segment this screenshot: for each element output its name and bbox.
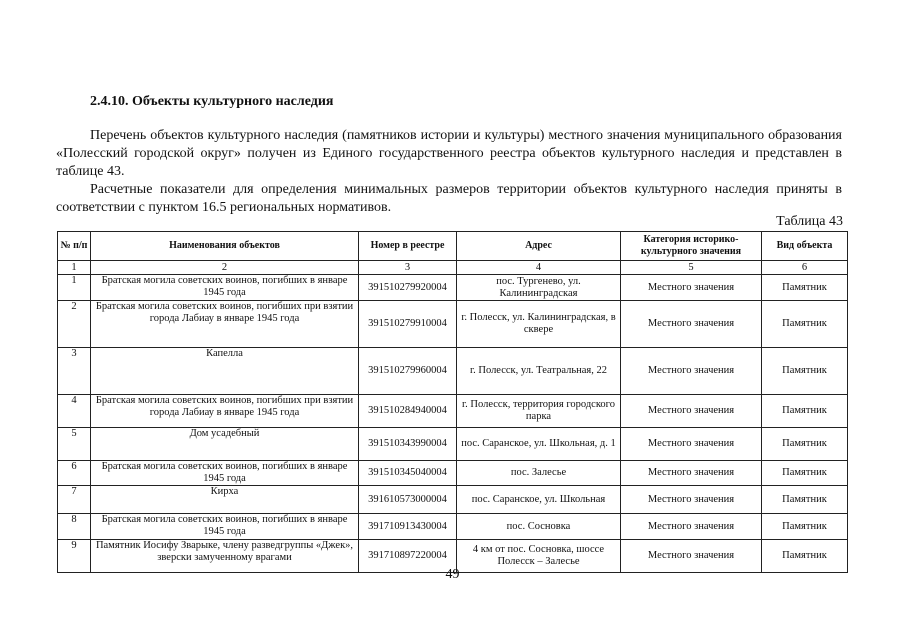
object-name: Памятник Иосифу Зварыке, члену разведгруппы «Джек», зверски замученному врагами [91,540,359,573]
header-kind: Вид объекта [762,232,848,261]
address: пос. Саранское, ул. Школьная, д. 1 [457,428,621,461]
row-number: 9 [58,540,91,573]
address: пос. Залесье [457,461,621,486]
object-name: Капелла [91,348,359,395]
object-name: Братская могила советских воинов, погибших в январе 1945 года [91,461,359,486]
table-header-row [58,232,848,261]
row-number: 3 [58,348,91,395]
address: пос. Тургенево, ул. Калининградская [457,275,621,301]
address: г. Полесск, территория городского парка [457,395,621,428]
header-category: Категория историко-культурного значения [621,232,762,261]
registry-number: 391510279960004 [359,348,457,395]
table-row [58,514,848,540]
table-row [58,461,848,486]
table-caption: Таблица 43 [776,214,843,229]
index-cell: 6 [762,261,848,275]
object-kind: Памятник [762,428,848,461]
column-index-row [58,261,848,275]
header-name: Наименования объектов [91,232,359,261]
category: Местного значения [621,395,762,428]
object-kind: Памятник [762,301,848,348]
table-row [58,395,848,428]
row-number: 7 [58,486,91,514]
heritage-table [57,231,848,573]
header-registry: Номер в реестре [359,232,457,261]
registry-number: 391510279910004 [359,301,457,348]
address: г. Полесск, ул. Калининградская, в сквере [457,301,621,348]
row-number: 8 [58,514,91,540]
object-kind: Памятник [762,461,848,486]
header-num: № п/п [58,232,91,261]
object-kind: Памятник [762,486,848,514]
paragraph-2: Расчетные показатели для определения минимальных размеров территории объектов культурного наследия приняты в соответствии с пунктом 16.5 региональных нормативов. [56,182,842,215]
address: 4 км от пос. Сосновка, шоссе Полесск – Залесье [457,540,621,573]
object-kind: Памятник [762,514,848,540]
page-number: 49 [445,567,460,582]
table-row [58,275,848,301]
object-kind: Памятник [762,395,848,428]
category: Местного значения [621,301,762,348]
address: пос. Саранское, ул. Школьная [457,486,621,514]
index-cell: 4 [457,261,621,275]
row-number: 1 [58,275,91,301]
address: пос. Сосновка [457,514,621,540]
row-number: 5 [58,428,91,461]
registry-number: 391710897220004 [359,540,457,573]
object-name: Дом усадебный [91,428,359,461]
category: Местного значения [621,540,762,573]
row-number: 6 [58,461,91,486]
table-row [58,486,848,514]
object-name: Братская могила советских воинов, погибших в январе 1945 года [91,275,359,301]
registry-number: 391510343990004 [359,428,457,461]
table-row [58,428,848,461]
address: г. Полесск, ул. Театральная, 22 [457,348,621,395]
category: Местного значения [621,461,762,486]
category: Местного значения [621,348,762,395]
registry-number: 391510284940004 [359,395,457,428]
index-cell: 5 [621,261,762,275]
object-name: Братская могила советских воинов, погибших при взятии города Лабиау в январе 1945 года [91,395,359,428]
paragraph-1: Перечень объектов культурного наследия (памятников истории и культуры) местного значения муниципального образования «Полесский городской округ» получен из Единого государственного реестра объектов культурного наследия и представлен в таблице 43. [56,128,842,179]
category: Местного значения [621,514,762,540]
table-row [58,348,848,395]
category: Местного значения [621,486,762,514]
object-kind: Памятник [762,348,848,395]
index-cell: 2 [91,261,359,275]
object-kind: Памятник [762,540,848,573]
table-row [58,301,848,348]
registry-number: 391510345040004 [359,461,457,486]
object-name: Братская могила советских воинов, погибших при взятии города Лабиау в январе 1945 года [91,301,359,348]
category: Местного значения [621,275,762,301]
index-cell: 3 [359,261,457,275]
section-title: 2.4.10. Объекты культурного наследия [90,94,334,109]
row-number: 4 [58,395,91,428]
object-name: Кирха [91,486,359,514]
registry-number: 391510279920004 [359,275,457,301]
registry-number: 391710913430004 [359,514,457,540]
index-cell: 1 [58,261,91,275]
registry-number: 391610573000004 [359,486,457,514]
row-number: 2 [58,301,91,348]
category: Местного значения [621,428,762,461]
object-kind: Памятник [762,275,848,301]
header-address: Адрес [457,232,621,261]
object-name: Братская могила советских воинов, погибших в январе 1945 года [91,514,359,540]
